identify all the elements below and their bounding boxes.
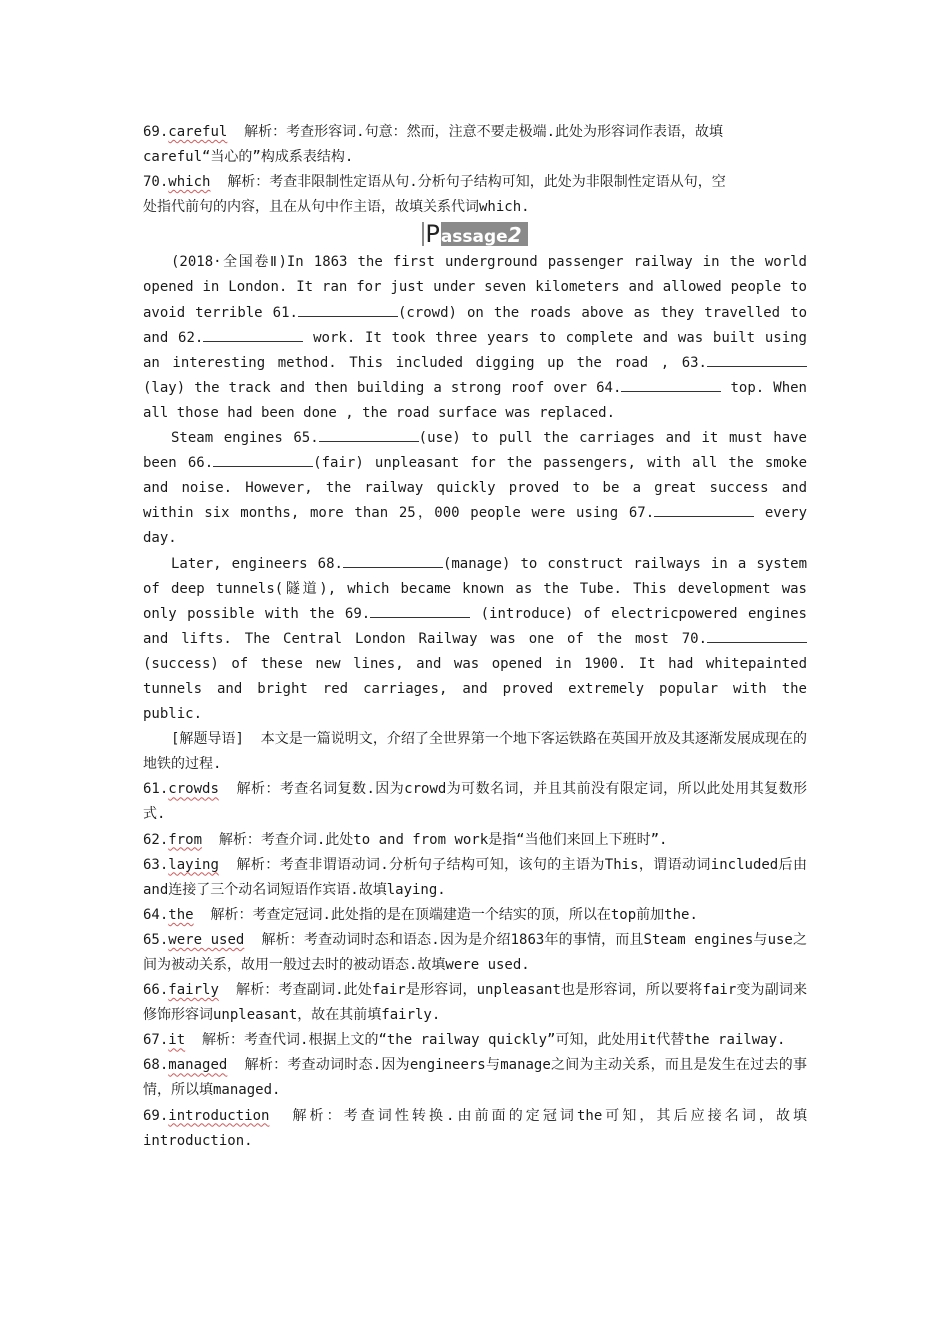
passage-big-letter: P [425, 220, 440, 249]
answer-explanation: 解析：考查非限制性定语从句.分析句子结构可知，此处为非限制性定语从句，空 [227, 174, 726, 191]
answer-explanation: 解析：考查动词时态和语态.因为是介绍1863年的事情，而且Steam engines与use之间为被动关系，故用一般过去时的被动语态.故填were used. [143, 931, 808, 973]
passage-banner [143, 222, 807, 250]
answer-explanation: 解析：考查代词.根据上文的“the railway quickly”可知，此处用it代替the railway. [202, 1032, 786, 1049]
answer-item [143, 978, 807, 1028]
blank-66[interactable] [213, 452, 313, 467]
blank-69[interactable] [370, 603, 470, 618]
passage-text: (introduce) of electricpowered engines and lifts. The Central London Railway was one of the most 70. [143, 605, 807, 647]
answer-word: fairly [168, 982, 219, 999]
answer-explanation: 解析：考查词性转换.由前面的定冠词the可知，其后应接名词，故填introduction. [143, 1107, 808, 1149]
answer-word: were used [168, 931, 245, 948]
answer-number: 67. [143, 1032, 169, 1049]
answer-number: 70. [143, 174, 169, 191]
answer-word: managed [168, 1057, 228, 1074]
blank-61[interactable] [298, 302, 398, 317]
answer-explanation: 解析：考查定冠词.此处指的是在顶端建造一个结实的顶，所以在top前加the. [210, 906, 698, 923]
document-page [143, 120, 807, 1154]
answer-word: which [168, 174, 211, 191]
answer-explanation: 解析：考查非谓语动词.分析句子结构可知，该句的主语为This，谓语动词included后由and连接了三个动名词短语作宾语.故填laying. [143, 856, 807, 898]
passage-text: (use) to pull the carriages and it must have been 66. [143, 430, 807, 472]
answer-item [143, 828, 807, 853]
answer-number: 65. [143, 931, 169, 948]
answer-number: 62. [143, 831, 169, 848]
passage-paragraph-1 [143, 250, 807, 426]
passage-text: work. It took three years to complete and was built using an interesting method. This included digging up the road , 63. [143, 329, 807, 371]
blank-67[interactable] [654, 502, 754, 517]
passage-badge [422, 220, 527, 249]
blank-62[interactable] [203, 327, 303, 342]
guide-paragraph [143, 727, 807, 777]
answer-69-line [143, 120, 807, 145]
answer-word: laying [168, 856, 219, 873]
passage-paragraph-3 [143, 552, 807, 728]
answer-number: 66. [143, 982, 169, 999]
answer-number: 64. [143, 906, 169, 923]
answer-item [143, 1053, 807, 1103]
answer-70-line [143, 170, 807, 195]
answer-explanation: 解析：考查动词时态.因为engineers与manage之间为主动关系，而且是发生在过去的事情，所以填managed. [143, 1057, 807, 1099]
passage-paragraph-2 [143, 426, 807, 551]
blank-70[interactable] [707, 628, 807, 643]
passage-text: (manage) to construct railways in a system of deep tunnels(隧道), which became known as the Tube. This development was only possible with the 69. [143, 555, 807, 622]
answer-explanation: 解析：考查名词复数.因为crowd为可数名词，并且其前没有限定词，所以此处用其复数形式. [143, 781, 807, 823]
passage-text: (fair) unpleasant for the passengers, with all the smoke and noise. However, the railway quickly proved to be a great success and within six months, more than 25，000 people were using 67. [143, 455, 807, 522]
passage-text: (2018·全国卷Ⅱ)In 1863 the first underground passenger railway in the world opened in London. It ran for just under seven kilometers and allowed people to avoid terrible 61. [143, 254, 807, 321]
answer-word: introduction [168, 1107, 270, 1124]
guide-text: 本文是一篇说明文，介绍了全世界第一个地下客运铁路在英国开放及其逐渐发展成现在的地铁的过程. [143, 731, 808, 773]
passage-text: Steam engines 65. [171, 430, 319, 447]
passage-text: Later, engineers 68. [171, 555, 343, 572]
answer-explanation: 解析：考查介词.此处to and from work是指“当他们来回上下班时”. [218, 831, 668, 848]
answer-item [143, 1104, 807, 1154]
answer-number: 69. [143, 124, 169, 140]
blank-65[interactable] [319, 427, 419, 442]
passage-text: (success) of these new lines, and was opened in 1900. It had whitepainted tunnels and bright red carriages, and proved extremely popular with the public. [143, 655, 807, 723]
answer-item [143, 777, 807, 827]
answer-explanation: 解析：考查副词.此处fair是形容词，unpleasant也是形容词，所以要将fair变为副词来修饰形容词unpleasant，故在其前填fairly. [143, 982, 807, 1024]
passage-text: top. When all those had been done , the road surface was replaced. [143, 379, 807, 421]
answer-70-line-2 [143, 195, 807, 220]
answer-word: the [168, 906, 194, 923]
answer-explanation: 解析：考查形容词.句意：然而，注意不要走极端.此处为形容词作表语，故填 [244, 124, 724, 140]
answer-word: from [168, 831, 203, 848]
answer-number: 69. [143, 1107, 169, 1124]
answer-explanation: careful“当心的”构成系表结构. [143, 149, 354, 166]
passage-number: 2 [507, 223, 522, 248]
answer-word: it [168, 1032, 186, 1049]
passage-text: (crowd) on the roads above as they travelled to and 62. [143, 304, 808, 346]
answer-item [143, 903, 807, 928]
answer-number: 61. [143, 781, 169, 798]
answer-number: 68. [143, 1057, 169, 1074]
answer-item [143, 1028, 807, 1053]
blank-68[interactable] [343, 553, 443, 568]
guide-label: [解题导语] [171, 731, 244, 748]
blank-64[interactable] [621, 377, 721, 392]
answer-word: crowds [168, 781, 219, 798]
passage-text: (lay) the track and then building a strong roof over 64. [143, 379, 622, 396]
answer-69-line-2 [143, 145, 807, 170]
passage-label: assage [440, 227, 508, 248]
blank-63[interactable] [707, 352, 807, 367]
answer-word: careful [168, 124, 228, 140]
answer-item [143, 853, 807, 903]
passage-text: every day. [143, 505, 807, 547]
answer-number: 63. [143, 856, 169, 873]
answer-explanation: 处指代前句的内容，且在从句中作主语，故填关系代词which. [143, 199, 530, 216]
answer-item [143, 928, 807, 978]
answer-list [143, 777, 807, 1153]
